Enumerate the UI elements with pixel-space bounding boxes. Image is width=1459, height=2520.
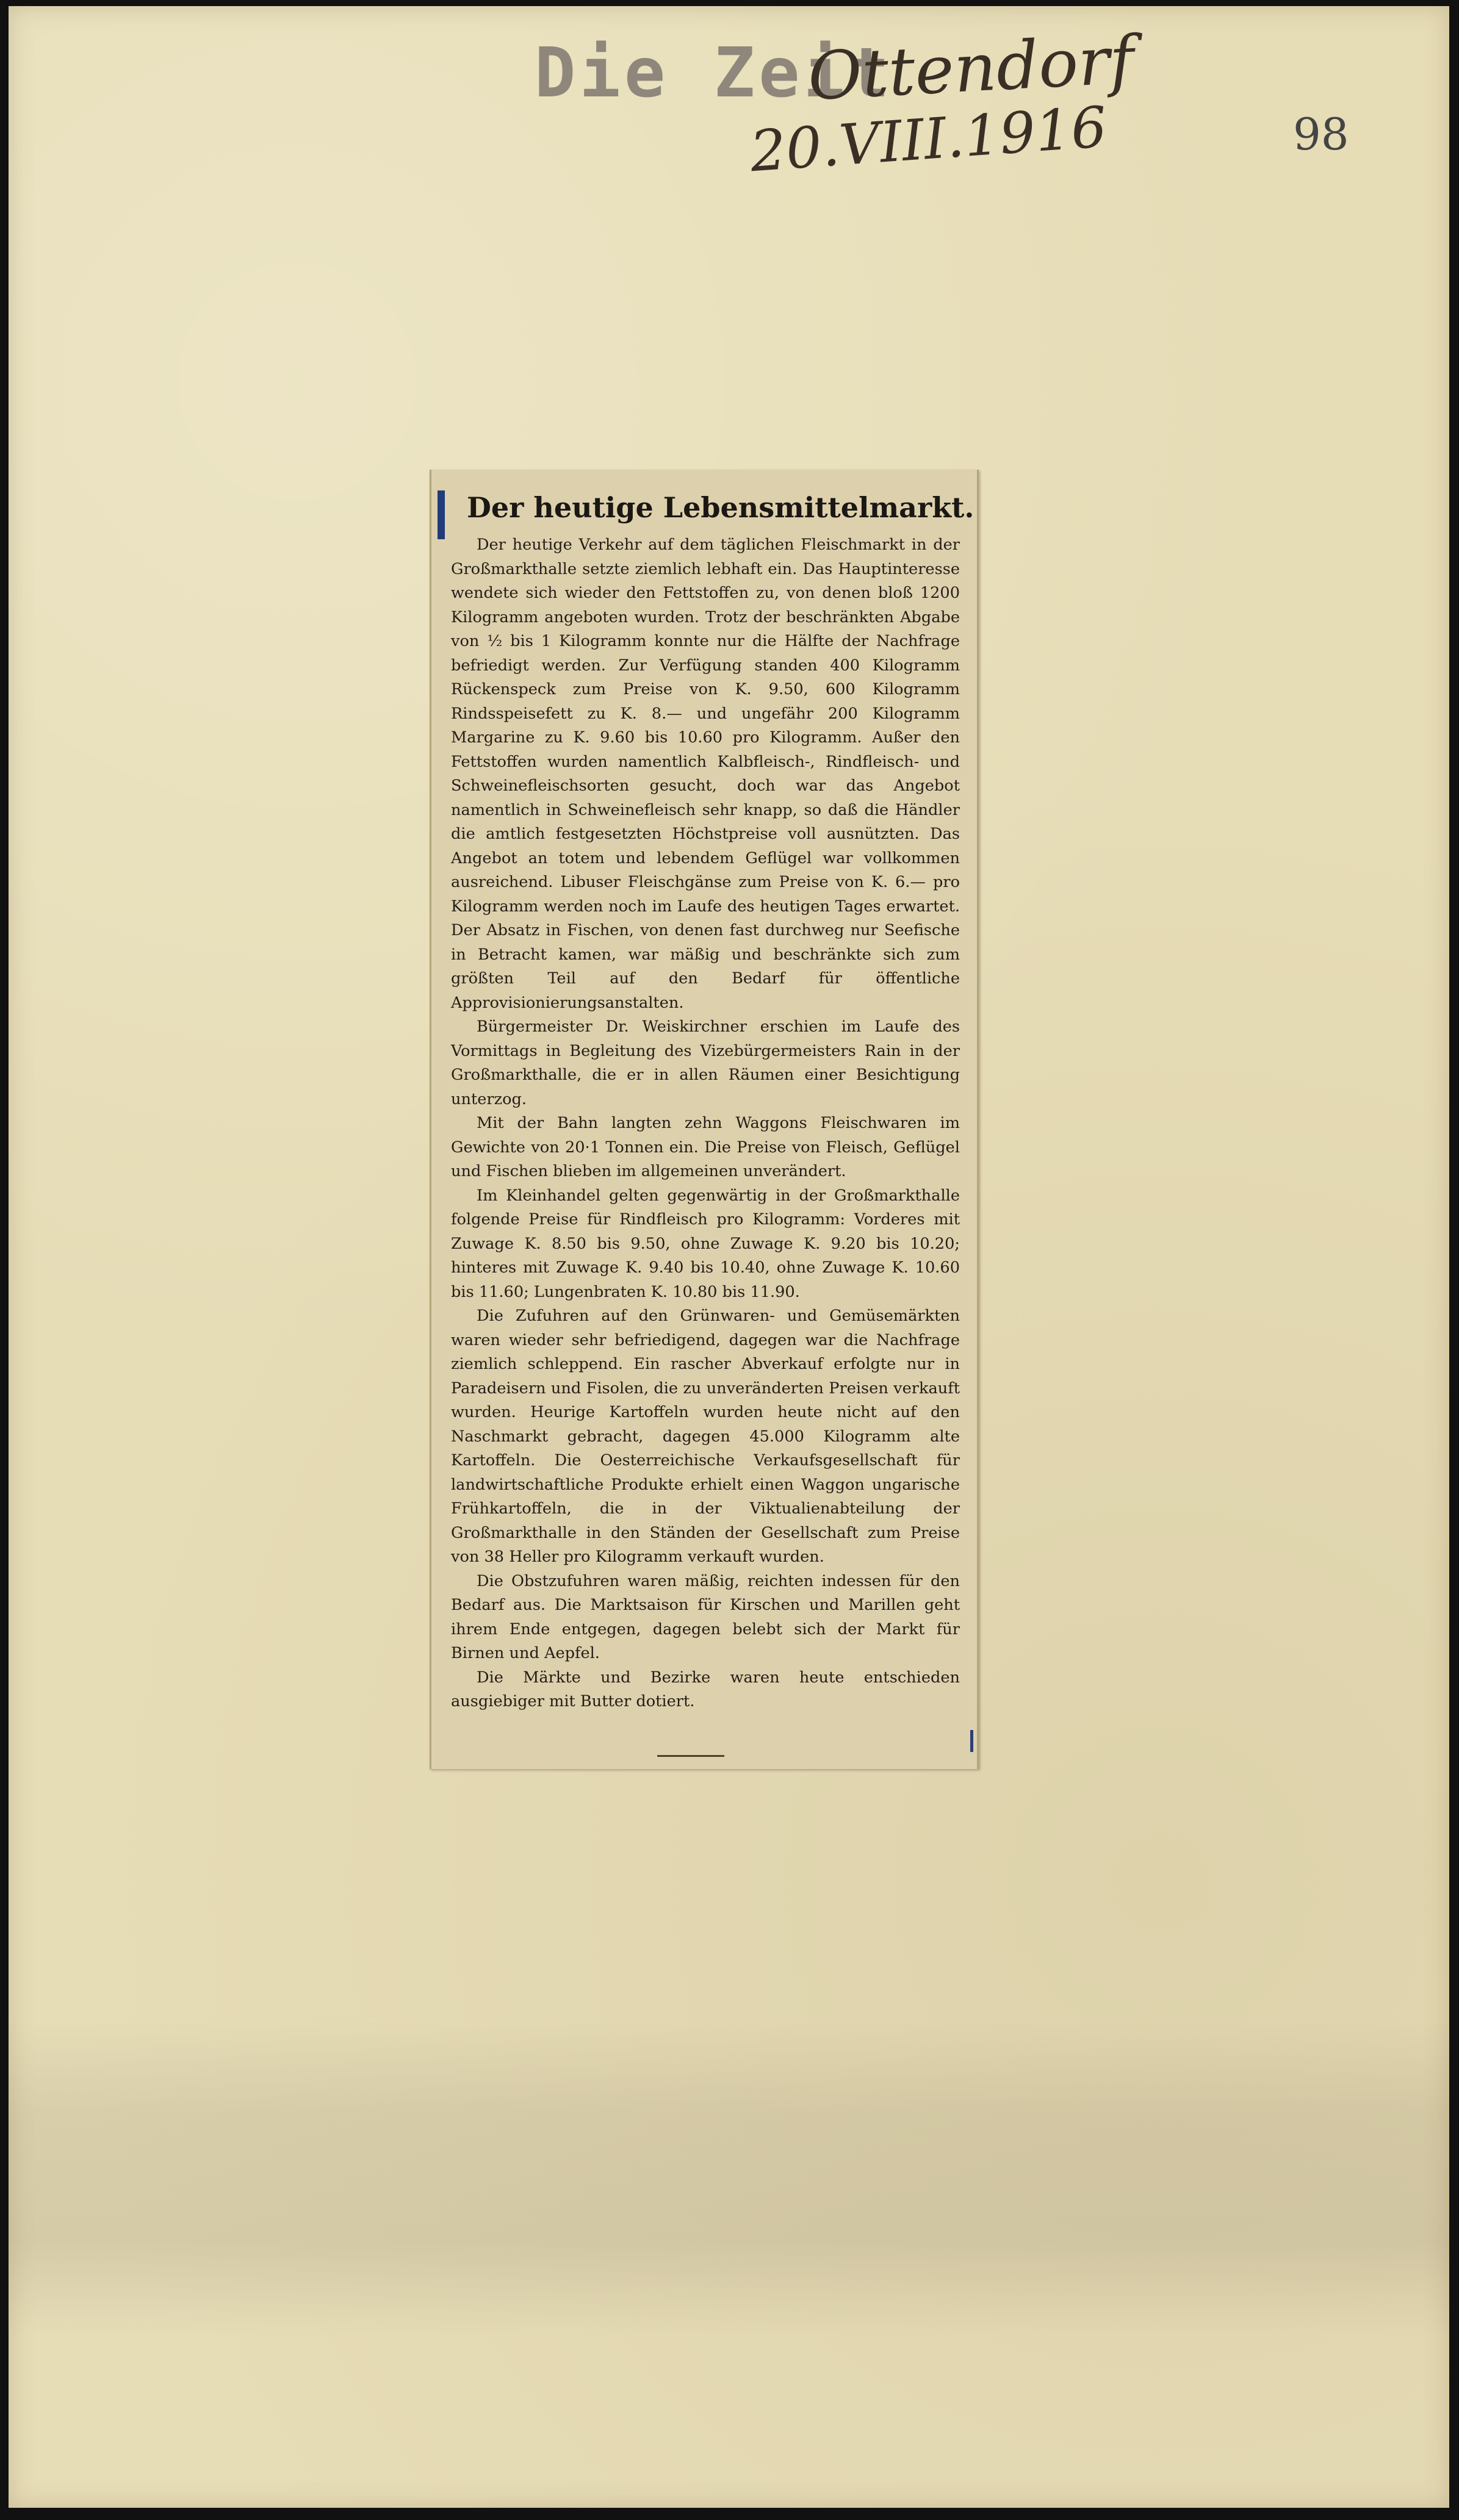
archive-sheet [9, 6, 1449, 2508]
article-paragraph: Im Kleinhandel gelten gegenwärtig in der Großmarkthalle folgende Preise für Rindfleisch pro Kilogramm: Vorderes mit Zuwage K. 8.50 bis 9.50, ohne Zuwage K. 9.20 bis 10.20; hinteres mit Zuwage K. 9.40 bis 10.40, ohne Zuwage K. 10.60 bis 11.60; Lungenbraten K. 10.80 bis 11.90. [451, 1186, 960, 1301]
blue-pencil-tick [970, 1730, 973, 1752]
article-paragraph: Die Zufuhren auf den Grünwaren- und Gemüsemärkten waren wieder sehr befriedigend, dagegen war die Nachfrage ziemlich schleppend. Ein rascher Abverkauf erfolgte nur in Paradeisern und Fisolen, die zu unveränderten Preisen verkauft wurden. Heurige Kartoffeln wurden heute nicht auf den Naschmarkt gebracht, dagegen 45.000 Kilogramm alte Kartoffeln. Die Oesterreichische Verkaufsgesellschaft für landwirtschaftliche Produkte erhielt einen Waggon ungarische Frühkartoffeln, die in der Viktualienabteilung der Großmarkthalle in den Ständen der Gesellschaft zum Preise von 38 Heller pro Kilogramm verkauft wurden. [451, 1307, 960, 1566]
article-paragraph: Mit der Bahn langten zehn Waggons Fleischwaren im Gewichte von 20·1 Tonnen ein. Die Preise von Fleisch, Geflügel und Fischen blieben im allgemeinen unverändert. [451, 1114, 960, 1180]
handwritten-date: 20.VIII.1916 [748, 94, 1109, 185]
handwritten-annotation: Ottendorf [806, 22, 1136, 115]
newspaper-stamp: Die Zeit [535, 34, 893, 113]
article-paragraph: Die Obstzufuhren waren mäßig, reichten indessen für den Bedarf aus. Die Marktsaison für Kirschen und Marillen geht ihrem Ende entgegen, dagegen belebt sich der Markt für Birnen und Aepfel. [451, 1571, 960, 1662]
page-number: 98 [1293, 109, 1349, 160]
article-paragraph: Die Märkte und Bezirke waren heute entschieden ausgiebiger mit Butter dotiert. [451, 1668, 960, 1711]
end-rule [657, 1755, 724, 1757]
article-paragraph: Bürgermeister Dr. Weiskirchner erschien im Laufe des Vormittags in Begleitung des Vizebürgermeisters Rain in der Großmarkthalle, die er in allen Räumen einer Besichtigung unterzog. [451, 1018, 960, 1108]
blue-pencil-mark [438, 490, 445, 539]
article-paragraph: Der heutige Verkehr auf dem täglichen Fleischmarkt in der Großmarkthalle setzte ziemlich lebhaft ein. Das Hauptinteresse wendete sich wieder den Fettstoffen zu, von denen bloß 1200 Kilogramm angeboten wurden. Trotz der beschränkten Abgabe von ½ bis 1 Kilogramm konnte nur die Hälfte der Nachfrage befriedigt werden. Zur Verfügung standen 400 Kilogramm Rückenspeck zum Preise von K. 9.50, 600 Kilogramm Rindsspeisefett zu K. 8.— und ungefähr 200 Kilogramm Margarine zu K. 9.60 bis 10.60 pro Kilogramm. Außer den Fettstoffen wurden namentlich Kalbfleisch-, Rindfleisch- und Schweinefleischsorten gesucht, doch war das Angebot namentlich in Schweinefleisch sehr knapp, so daß die Händler die amtlich festgesetzten Höchstpreise voll ausnützten. Das Angebot an totem und lebendem Geflügel war vollkommen ausreichend. Libuser Fleischgänse zum Preise von K. 6.— pro Kilogramm werden noch im Laufe des heutigen Tages erwartet. Der Absatz in Fischen, von denen fast durchweg nur Seefische in Betracht kamen, war mäßig und beschränkte sich zum größten Teil auf den Bedarf für öffentliche Approvisionierungsanstalten. [451, 536, 960, 1012]
article-headline: Der heutige Lebensmittelmarkt. [467, 491, 974, 524]
paper-shading [9, 2019, 1449, 2336]
newspaper-clipping [430, 470, 979, 1769]
